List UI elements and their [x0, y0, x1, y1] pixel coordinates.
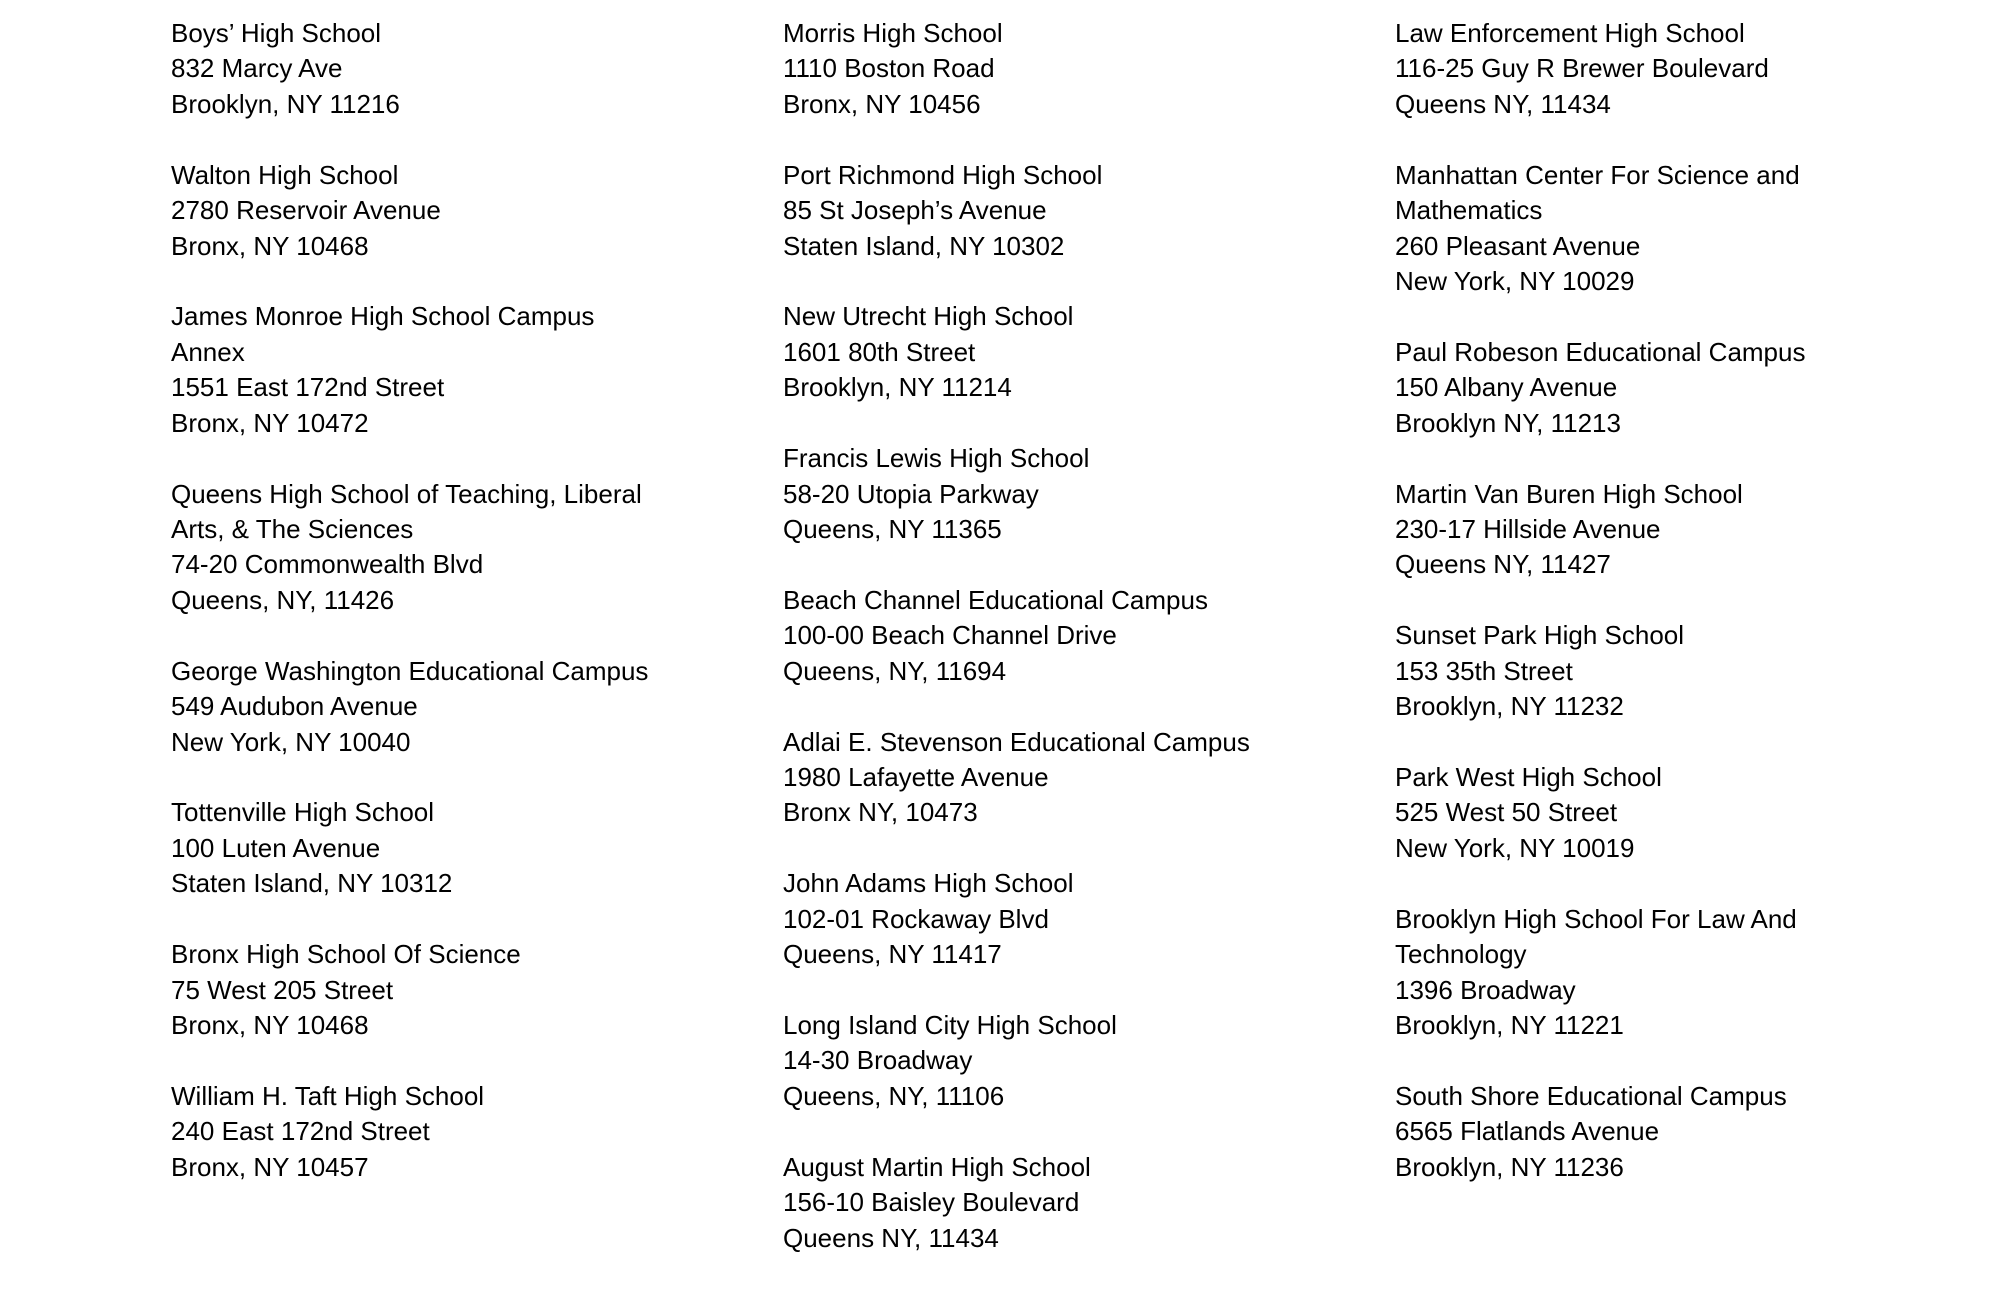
city-state-zip: Queens, NY, 11694: [783, 655, 1007, 686]
street-address: 525 West 50 Street: [1395, 797, 1618, 828]
city-state-zip: Staten Island, NY 10312: [171, 868, 453, 899]
school-name-continued: Mathematics: [1395, 195, 1543, 226]
street-address: 260 Pleasant Avenue: [1395, 230, 1641, 261]
street-address: 230-17 Hillside Avenue: [1395, 513, 1661, 544]
street-address: 1601 80th Street: [783, 336, 976, 367]
school-name: Adlai E. Stevenson Educational Campus: [783, 726, 1250, 757]
street-address: 1980 Lafayette Avenue: [783, 762, 1049, 792]
city-state-zip: Staten Island, NY 10302: [783, 230, 1065, 261]
school-name: Bronx High School Of Science: [171, 939, 521, 970]
school-address-entry: [171, 16, 731, 122]
school-name: Paul Robeson Educational Campus: [1395, 336, 1806, 367]
city-state-zip: Queens, NY 11417: [783, 939, 1002, 970]
address-column-1: [171, 16, 731, 1221]
school-address-entry: [1395, 1079, 1955, 1185]
city-state-zip: Queens NY, 11427: [1395, 549, 1611, 580]
city-state-zip: Queens, NY, 11106: [783, 1080, 1005, 1111]
school-address-entry: [1395, 760, 1955, 866]
school-name: Tottenville High School: [171, 797, 435, 828]
school-address-entry: [783, 1150, 1343, 1256]
street-address: 150 Albany Avenue: [1395, 372, 1618, 403]
city-state-zip: Bronx, NY 10457: [171, 1151, 369, 1182]
city-state-zip: Queens, NY, 11426: [171, 584, 395, 615]
school-address-entry: [1395, 16, 1955, 122]
city-state-zip: Bronx, NY 10456: [783, 88, 981, 119]
city-state-zip: Bronx NY, 10473: [783, 797, 978, 828]
school-name: Sunset Park High School: [1395, 620, 1685, 651]
school-name: Morris High School: [783, 18, 1003, 48]
street-address: 116-25 Guy R Brewer Boulevard: [1395, 53, 1769, 84]
city-state-zip: New York, NY 10040: [171, 726, 411, 757]
street-address: 153 35th Street: [1395, 655, 1573, 686]
street-address: 100 Luten Avenue: [171, 832, 381, 863]
school-address-entry: [171, 937, 731, 1043]
street-address: 2780 Reservoir Avenue: [171, 195, 441, 226]
street-address: 75 West 205 Street: [171, 974, 394, 1005]
school-name: Walton High School: [171, 159, 399, 190]
school-address-entry: [1395, 335, 1955, 441]
school-name-continued: Technology: [1395, 939, 1527, 970]
street-address: 156-10 Baisley Boulevard: [783, 1187, 1080, 1218]
school-name-continued: Annex: [171, 336, 245, 367]
school-address-entry: [783, 1008, 1343, 1114]
school-name: Park West High School: [1395, 762, 1662, 792]
school-address-entry: [783, 158, 1343, 264]
street-address: 1551 East 172nd Street: [171, 372, 445, 403]
city-state-zip: Brooklyn NY, 11213: [1395, 407, 1621, 438]
city-state-zip: Brooklyn, NY 11216: [171, 88, 400, 119]
street-address: 6565 Flatlands Avenue: [1395, 1116, 1660, 1147]
school-address-entry: [1395, 618, 1955, 724]
street-address: 74-20 Commonwealth Blvd: [171, 549, 484, 580]
street-address: 832 Marcy Ave: [171, 53, 343, 84]
address-column-2: [783, 16, 1343, 1291]
school-name: Queens High School of Teaching, Liberal: [171, 478, 642, 509]
city-state-zip: Brooklyn, NY 11232: [1395, 691, 1624, 722]
street-address: 85 St Joseph’s Avenue: [783, 195, 1047, 226]
street-address: 1110 Boston Road: [783, 53, 995, 84]
street-address: 58‑20 Utopia Parkway: [783, 478, 1039, 509]
school-address-entry: [783, 866, 1343, 972]
city-state-zip: Bronx, NY 10468: [171, 1009, 369, 1040]
school-name: August Martin High School: [783, 1151, 1091, 1182]
school-address-entry: [171, 795, 731, 901]
city-state-zip: Queens NY, 11434: [1395, 88, 1611, 119]
city-state-zip: Queens NY, 11434: [783, 1222, 999, 1253]
school-address-entry: [1395, 902, 1955, 1044]
city-state-zip: Brooklyn, NY 11236: [1395, 1151, 1624, 1182]
street-address: 240 East 172nd Street: [171, 1116, 430, 1147]
school-address-entry: [783, 441, 1343, 547]
school-name-continued: Arts, & The Sciences: [171, 513, 414, 544]
address-column-3: [1395, 16, 1955, 1221]
school-address-entry: [171, 654, 731, 760]
street-address: 549 Audubon Avenue: [171, 691, 418, 722]
school-address-entry: [783, 16, 1343, 122]
city-state-zip: Brooklyn, NY 11221: [1395, 1009, 1624, 1040]
school-name: Law Enforcement High School: [1395, 18, 1745, 48]
city-state-zip: New York, NY 10019: [1395, 832, 1635, 863]
school-name: Boys’ High School: [171, 18, 382, 48]
school-name: South Shore Educational Campus: [1395, 1080, 1787, 1111]
school-name: George Washington Educational Campus: [171, 655, 649, 686]
school-name: Brooklyn High School For Law And: [1395, 903, 1797, 934]
city-state-zip: Bronx, NY 10472: [171, 407, 369, 438]
school-address-entry: [783, 299, 1343, 405]
school-address-entry: [171, 477, 731, 619]
city-state-zip: New York, NY 10029: [1395, 265, 1635, 296]
city-state-zip: Brooklyn, NY 11214: [783, 372, 1012, 403]
school-name: New Utrecht High School: [783, 301, 1074, 332]
school-name: James Monroe High School Campus: [171, 301, 595, 332]
city-state-zip: Queens, NY 11365: [783, 513, 1002, 544]
school-name: Martin Van Buren High School: [1395, 478, 1743, 509]
school-name: Beach Channel Educational Campus: [783, 584, 1208, 615]
school-address-entry: [171, 158, 731, 264]
school-address-entry: [171, 299, 731, 441]
school-name: Port Richmond High School: [783, 159, 1103, 190]
school-address-entry: [783, 583, 1343, 689]
school-name: John Adams High School: [783, 868, 1074, 899]
street-address: 14-30 Broadway: [783, 1045, 973, 1076]
school-name: William H. Taft High School: [171, 1080, 485, 1111]
street-address: 100-00 Beach Channel Drive: [783, 620, 1117, 651]
school-name: Francis Lewis High School: [783, 443, 1090, 474]
school-name: Long Island City High School: [783, 1010, 1117, 1041]
street-address: 102-01 Rockaway Blvd: [783, 903, 1049, 934]
school-address-entry: [1395, 158, 1955, 300]
school-address-entry: [783, 725, 1343, 831]
school-name: Manhattan Center For Science and: [1395, 159, 1800, 190]
school-address-entry: [1395, 477, 1955, 583]
school-address-entry: [171, 1079, 731, 1185]
city-state-zip: Bronx, NY 10468: [171, 230, 369, 261]
street-address: 1396 Broadway: [1395, 974, 1576, 1005]
